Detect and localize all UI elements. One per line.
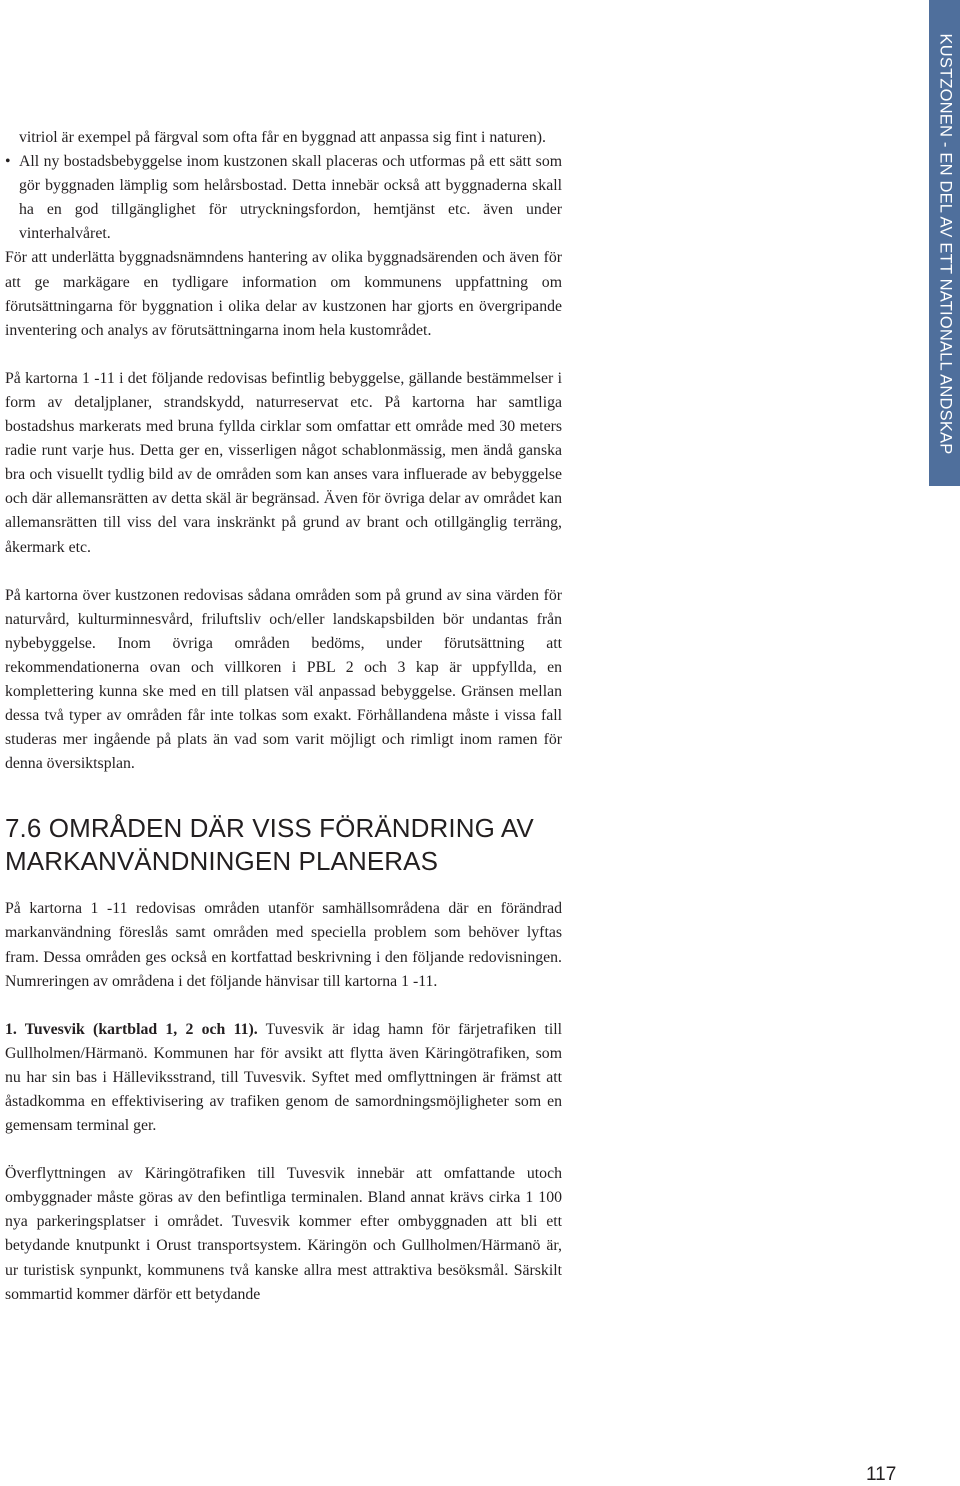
paragraph-tuvesvik [5, 1018, 562, 1138]
paragraph-relocation: Överflyttningen av Käringötrafiken till Tuvesvik innebär att omfattande utoch ombyggnader måste göras av den befintliga terminalen. Bland annat krävs cirka 1 100 nya parkeringsplatser i området. Tuvesvik kommer efter ombyggnaden att bli ett betydande knutpunkt i Orust transportsystem. Käringön och Gullholmen/Härmanö är, ur turistisk synpunkt, kommunens två kanske allra mest attraktiva besöksmål. Särskilt sommartid kommer därför ett betydande [5, 1165, 562, 1303]
tuvesvik-text: Tuvesvik är idag hamn för färjetrafiken till Gullholmen/Härmanö. Kommunen har för avsikt att flytta även Käringötrafiken, som nu har sin bas i Hälleviksstrand, till Tuvesvik. Syftet med omflyttningen är främst att åstadkomma en effektivisering av trafiken genom de samordningsmöjligheter som en gemensam terminal ger. [5, 1020, 562, 1135]
bullet-marker: • [5, 153, 11, 171]
paragraph-maps: På kartorna 1 -11 i det följande redovisas befintlig bebyggelse, gällande bestämmelser i form av detaljplaner, strandskydd, naturreservat etc. På kartorna har samtliga bostadshus markerats med bruna fyllda cirklar som omfattar ett område med 30 meters radie runt varje hus. Detta ger en, visserligen något schablonmässig, men ändå ganska bra och visuellt tydlig bild av de områden som kan anses vara influerade av bebyggelse och där allemansrätten av detta skäl är begränsad. Även för övriga delar av området kan allemansrätten till viss del vara inskränkt på grund av brant och otillgänglig terräng, åkermark etc. [5, 369, 562, 556]
page-content [5, 126, 562, 1307]
section-heading-line-1: 7.6 OMRÅDEN DÄR VISS FÖRÄNDRING AV [5, 813, 534, 844]
side-tab-label: KUSTZONEN - EN DEL AV ETT NATIONALL ANDSKAP [936, 33, 954, 455]
paragraph-changes: På kartorna 1 -11 redovisas områden utanför samhällsområdena där en förändrad markanvändning föreslås samt områden med speciella problem som behöver lyftas fram. Dessa områden ges också en kortfattad beskrivning i den följande redovisningen. Numreringen av områdena i det följande hänvisar till kartorna 1 -11. [5, 900, 562, 990]
paragraph-protected-areas: På kartorna över kustzonen redovisas sådana områden som på grund av sina värden för naturvård, kulturminnesvård, friluftsliv och/eller landskapsbilden bör undantas från nybebyggelse. Inom övriga områden bedöms, under förutsättning att rekommendationerna ovan och villkoren i PBL 2 och 3 kap är uppfyllda, en komplettering kunna ske med en till platsen väl anpassad bebyggelse. Gränsen mellan dessa två typer av områden får inte tolkas som exakt. Förhållandena måste i vissa fall studeras mer ingående på plats än vad som varit möjligt och rimligt inom ramen för denna översiktsplan. [5, 586, 562, 773]
section-heading-line-2: MARKANVÄNDNINGEN PLANERAS [5, 845, 439, 876]
tuvesvik-title: 1. Tuvesvik (kartblad 1, 2 och 11). [5, 1020, 258, 1038]
list-item [5, 150, 562, 246]
bullet-list [5, 150, 562, 246]
page-number: 117 [866, 1464, 897, 1485]
continued-bullet-text: vitriol är exempel på färgval som ofta får en byggnad att anpassa sig fint i naturen). [19, 129, 546, 146]
bullet-text: All ny bostadsbebyggelse inom kustzonen skall placeras och utformas på ett sätt som gör byggnaden lämplig som helårsbostad. Detta innebär också att byggnaderna skall ha en god tillgänglighet för utryckningsfordon, hemtjänst etc. även under vinterhalvåret. [19, 153, 562, 243]
section-heading [5, 812, 562, 877]
paragraph-intro: För att underlätta byggnadsnämndens hantering av olika byggnadsärenden och även för att ge markägare en tydligare information om kommunens uppfattning om förutsättningarna för byggnation i olika delar av kustzonen har gjorts en övergripande inventering och analys av förutsättningarna inom hela kustområdet. [5, 249, 562, 339]
side-tab [929, 0, 960, 486]
